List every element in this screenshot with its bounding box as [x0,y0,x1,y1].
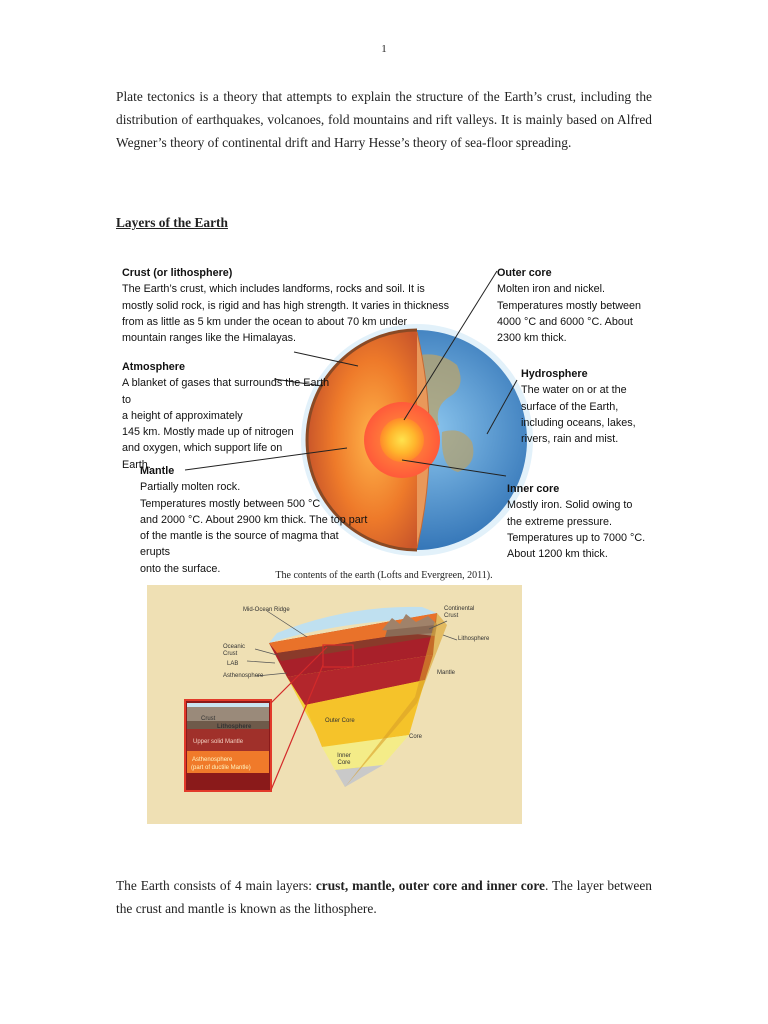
mantle-label: Mantle Partially molten rock. Temperatures mostly between 500 °C and 2000 °C. About 2900 km thick. The top part of the mantle is the source of magma that erupts onto the surface. [140,465,368,575]
inner-core-label-2: Inner Core [337,753,351,766]
inset-asthenosphere-label: Asthenosphere [192,757,233,763]
inset-ductile-label: (part of ductile Mantle) [191,765,251,771]
lithosphere-label: Lithosphere [458,636,490,642]
layers-emphasis: crust, mantle, outer core and inner core [315,878,545,893]
atmosphere-label: Atmosphere A blanket of gases that surrounds the Earth to a height of approximately 145 km. Mostly made up of nitrogen and oxygen, which support life on Earth. [122,361,330,471]
mid-ocean-ridge-label: Mid-Ocean Ridge [243,607,290,613]
page-number: 1 [381,43,387,55]
inset-upper-mantle-label: Upper solid Mantle [193,739,244,745]
earth-wedge-diagram [147,585,522,824]
lab-label: LAB [227,661,239,667]
inset-lithosphere-label: Lithosphere [217,724,252,730]
outer-core-label-2: Outer Core [325,718,355,724]
section-heading: Layers of the Earth [116,215,228,230]
inner-core-label: Inner core Mostly iron. Solid owing to the extreme pressure. Temperatures up to 7000 °C. About 1200 km thick. [507,483,646,561]
intro-paragraph: Plate tectonics is a theory that attempts to explain the structure of the Earth’s crust, including the distribution of earthquakes, volcanoes, fold mountains and rift valleys. It is mainly based on Alfred Wegner’s theory of continental drift and Harry Hesse’s theory of sea-floor spreading. [116,89,652,150]
closing-paragraph: The Earth consists of 4 main layers: crust, mantle, outer core and inner core. The layer between the crust and mantle is known as the lithosphere. [116,878,652,916]
earth-layers-figure [112,262,657,575]
inset-crust-label: Crust [201,716,216,722]
outer-core-label: Outer core Molten iron and nickel. Temperatures mostly between 4000 °C and 6000 °C. About 2300 km thick. [497,267,642,345]
asthenosphere-label: Asthenosphere [223,673,264,679]
wedge-illustration [147,585,522,824]
figure-caption: The contents of the earth (Lofts and Evergreen, 2011). [275,570,493,581]
core-label: Core [409,734,423,740]
oceanic-crust-label: Oceanic Crust [223,644,246,657]
crust-label: Crust (or lithosphere) The Earth’s crust, which includes landforms, rocks and soil. It is mostly solid rock, is rigid and has high strength. It varies in thickness from as little as 5 km under the ocean to about 70 km under mountain ranges like the Himalayas. [122,267,450,345]
hydrosphere-label: Hydrosphere The water on or at the surface of the Earth, including oceans, lakes, rivers, rain and mist. [521,368,636,446]
continental-crust-label: Continental Crust [444,606,475,619]
mantle-label-2: Mantle [437,670,456,676]
